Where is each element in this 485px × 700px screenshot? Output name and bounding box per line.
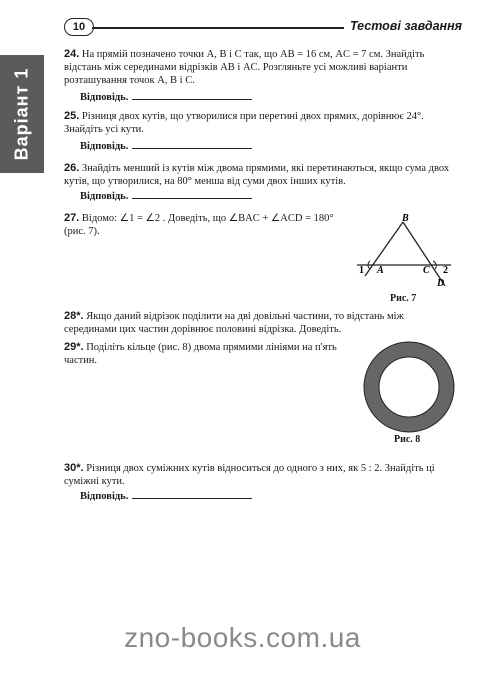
problem-number: 27. [64, 212, 80, 224]
figure-8-ring [362, 340, 456, 434]
header-rule [92, 27, 344, 29]
problem-text: Відомо: ∠1 = ∠2 . Доведіть, що ∠BAC + ∠ACD = 180° (рис. 7). [64, 213, 334, 237]
figure-8-caption: Рис. 8 [394, 434, 421, 445]
problem-text: На прямій позначено точки A, B і C так, що AB = 16 см, AC = 7 см. Знайдіть відстань між серединами відрізків AB і AC. Розгляньте усі можливі варіанти розташування точок A, B і C. [64, 49, 425, 86]
problem-number: 24. [64, 48, 80, 60]
label-d: D [437, 278, 445, 289]
site-watermark: zno-books.com.ua [124, 622, 361, 653]
problem-text: Поділіть кільце (рис. 8) двома прямими лініями на п'ять частин. [64, 342, 337, 366]
figure-7-diagram [355, 210, 455, 305]
label-angle-1: 1 [359, 265, 364, 276]
variant-side-tab [0, 55, 44, 173]
problem-number: 28*. [64, 310, 84, 322]
label-c: C [423, 265, 430, 276]
line-bd [403, 222, 445, 286]
variant-label: Варіант 1 [11, 67, 32, 161]
answer-label: Відповідь. [80, 491, 129, 502]
problem-text: Знайдіть менший із кутів між двома прямими, які перетинаються, якщо сума двох кутів, що утворилися, на 80° менша від суми двох інших кутів. [64, 163, 450, 187]
answer-blank [132, 90, 252, 100]
problem-text: Різниця двох суміжних кутів відноситься до одного з них, як 5 : 2. Знайдіть ці суміжні кути. [64, 463, 435, 487]
problem-25 [64, 110, 456, 136]
problem-28 [64, 310, 456, 336]
answer-line-24 [80, 90, 252, 103]
label-a: A [377, 265, 384, 276]
answer-label: Відповідь. [80, 92, 129, 103]
label-angle-2: 2 [443, 265, 448, 276]
answer-label: Відповідь. [80, 141, 129, 152]
figure-7-caption: Рис. 7 [390, 293, 417, 304]
page-number: 10 [64, 18, 94, 36]
problem-number: 25. [64, 110, 80, 122]
answer-blank [132, 139, 252, 149]
problem-30 [64, 462, 456, 488]
answer-line-26 [80, 189, 252, 202]
ring-inner [379, 357, 439, 417]
problem-24 [64, 48, 456, 87]
problem-29 [64, 341, 349, 367]
label-b: B [402, 213, 409, 224]
answer-blank [132, 189, 252, 199]
problem-27 [64, 212, 354, 238]
problem-number: 30*. [64, 462, 84, 474]
answer-label: Відповідь. [80, 191, 129, 202]
problem-26 [64, 162, 456, 188]
answer-line-25 [80, 139, 252, 152]
line-ba [365, 222, 403, 276]
page-header-title: Тестові завдання [350, 19, 463, 33]
problem-text: Різниця двох кутів, що утворилися при перетині двох прямих, дорівнює 24°. Знайдіть усі кути. [64, 111, 424, 135]
problem-number: 26. [64, 162, 80, 174]
problem-number: 29*. [64, 341, 84, 353]
answer-blank [132, 489, 252, 499]
problem-text: Якщо даний відрізок поділити на дві довільні частини, то відстань між серединами цих частин дорівнює половині відрізка. Доведіть. [64, 311, 404, 335]
answer-line-30 [80, 489, 252, 502]
